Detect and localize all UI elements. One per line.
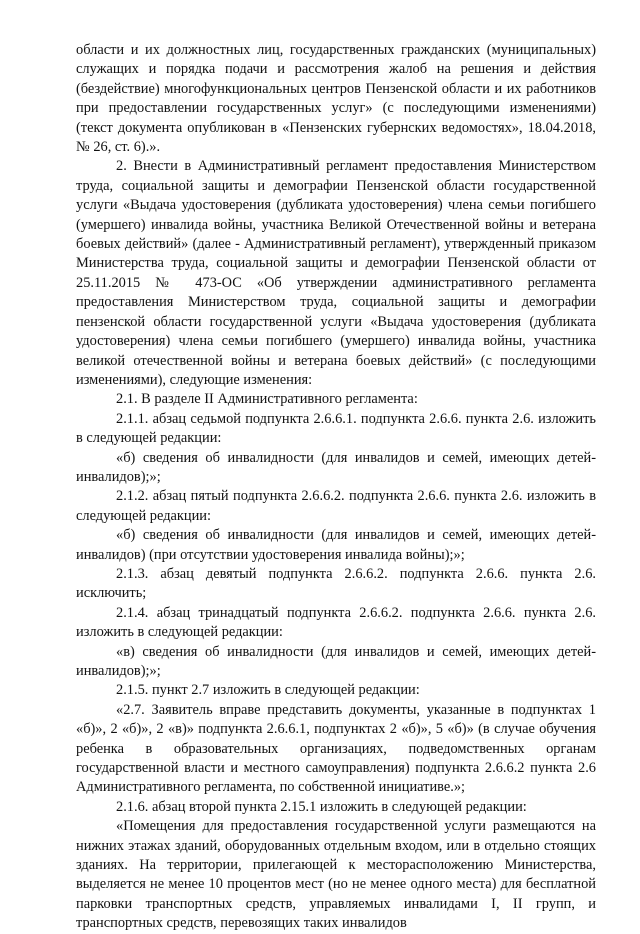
paragraph-item-2-1-5: 2.1.5. пункт 2.7 изложить в следующей редакции:: [116, 682, 420, 699]
paragraph-quote-v: «в) сведения об инвалидности (для инвалидов и семей, имеющих детей-инвалидов);»;: [76, 643, 596, 679]
paragraph-item-2-1: 2.1. В разделе II Административного регламента:: [116, 391, 418, 408]
paragraph-item-2: 2. Внести в Административный регламент предоставления Министерством труда, социальной защиты и демографии Пензенской области государственной услуги «Выдача удостоверения (дубликата удостоверения) члена семьи погибшего (умершего) инвалида войны, участника Великой Отечественной войны и ветерана боевых действий» (далее - Административный регламент), утвержденный приказом Министерства труда, социальной защиты и демографии Пензенской области от 25.11.2015 № 473-ОС «Об утверждении административного регламента предоставления Министерством труда, социальной защиты и демографии пензенской области государственной услуги «Выдача удостоверения (дубликата удостоверения) члена семьи погибшего (умершего) инвалида войны, участника великой отечественной войны и ветерана боевых действий» (с последующими изменениями), следующие изменения:: [76, 158, 596, 388]
paragraph-item-2-1-6: 2.1.6. абзац второй пункта 2.15.1 изложить в следующей редакции:: [116, 798, 527, 815]
paragraph-quote-b-2: «б) сведения об инвалидности (для инвалидов и семей, имеющих детей-инвалидов) (при отсутствии удостоверения инвалида войны);»;: [76, 527, 596, 563]
document-page: [76, 41, 596, 934]
paragraph-quote-b-1: «б) сведения об инвалидности (для инвалидов и семей, имеющих детей-инвалидов);»;: [76, 449, 596, 485]
paragraph-quote-2-7: «2.7. Заявитель вправе представить документы, указанные в подпунктах 1 «б)», 2 «б)», 2 «в)» подпункта 2.6.6.1, подпунктах 2 «б)», 5 «б)» (в случае обучения ребенка в образовательных организациях, подведомственных органам государственной власти и местного самоуправления) подпункта 2.6.6.2 пункта 2.6 Административного регламента, по собственной инициативе.»;: [76, 701, 596, 796]
paragraph-quote-premises: «Помещения для предоставления государственной услуги размещаются на нижних этажах зданий, оборудованных отдельным входом, или в отдельно стоящих зданиях. На территории, прилегающей к месторасположению Министерства, выделяется не менее 10 процентов мест (но не менее одного места) для бесплатной парковки транспортных средств, управляемых инвалидами I, II групп, и транспортных средств, перевозящих таких инвалидов: [76, 818, 596, 932]
paragraph-item-2-1-2: 2.1.2. абзац пятый подпункта 2.6.6.2. подпункта 2.6.6. пункта 2.6. изложить в следующей редакции:: [76, 488, 596, 524]
paragraph-item-2-1-3: 2.1.3. абзац девятый подпункта 2.6.6.2. подпункта 2.6.6. пункта 2.6. исключить;: [76, 565, 596, 602]
paragraph-item-2-1-1: 2.1.1. абзац седьмой подпункта 2.6.6.1. подпункта 2.6.6. пункта 2.6. изложить в следующей редакции:: [76, 410, 596, 447]
paragraph-continuation: области и их должностных лиц, государственных гражданских (муниципальных) служащих и порядка подачи и рассмотрения жалоб на решения и действия (бездействие) многофункциональных центров Пензенской области и их работников при предоставлении государственных услуг» (с последующими изменениями) (текст документа опубликован в «Пензенских губернских ведомостях», 18.04.2018, № 26, ст. 6).».: [76, 42, 596, 156]
paragraph-item-2-1-4: 2.1.4. абзац тринадцатый подпункта 2.6.6.2. подпункта 2.6.6. пункта 2.6. изложить в следующей редакции:: [76, 604, 596, 641]
